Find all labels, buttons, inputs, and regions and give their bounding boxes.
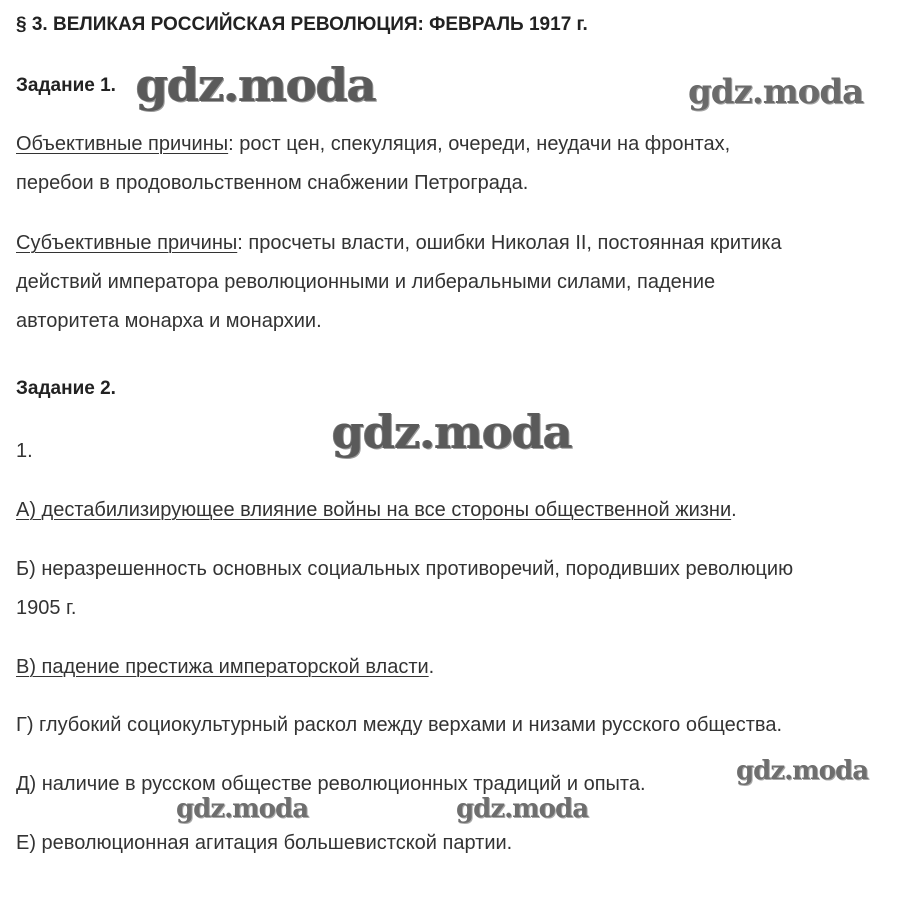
watermark-logo: gdz.moda bbox=[456, 794, 589, 824]
task-2-heading: Задание 2. bbox=[16, 378, 116, 399]
subjective-causes-line-1 bbox=[16, 224, 782, 263]
watermark-logo: gdz.moda bbox=[688, 72, 864, 112]
subjective-causes-line-3: авторитета монарха и монархии. bbox=[16, 310, 322, 332]
watermark-logo: gdz.moda bbox=[736, 756, 869, 786]
item-d: Д) наличие в русском обществе революционных традиций и опыта. bbox=[16, 773, 646, 795]
watermark-logo: gdz.moda bbox=[136, 58, 376, 112]
objective-causes-line-2: перебои в продовольственном снабжении Петрограда. bbox=[16, 172, 529, 194]
item-g: Г) глубокий социокультурный раскол между верхами и низами русского общества. bbox=[16, 714, 782, 736]
subjective-causes-label: Субъективные причины bbox=[16, 232, 238, 254]
subjective-causes-text-1: : просчеты власти, ошибки Николая II, постоянная критика bbox=[237, 232, 782, 254]
item-b-line-2: 1905 г. bbox=[16, 597, 77, 619]
item-v-tail: . bbox=[428, 656, 435, 678]
task-1-heading: Задание 1. bbox=[16, 75, 116, 96]
item-a bbox=[16, 491, 737, 530]
watermark-logo: gdz.moda bbox=[176, 794, 309, 824]
item-e: Е) революционная агитация большевистской партии. bbox=[16, 832, 513, 854]
item-a-tail: . bbox=[731, 499, 737, 521]
watermark-logo: gdz.moda bbox=[332, 405, 572, 459]
objective-causes-line-1 bbox=[16, 125, 730, 164]
task-2-number: 1. bbox=[16, 440, 33, 462]
item-v-text: В) падение престижа императорской власти bbox=[16, 656, 429, 678]
item-b-line-1: Б) неразрешенность основных социальных противоречий, породивших революцию bbox=[16, 558, 794, 580]
objective-causes-text-1: : рост цен, спекуляция, очереди, неудачи на фронтах, bbox=[228, 133, 731, 155]
item-a-text: А) дестабилизирующее влияние войны на все стороны общественной жизни bbox=[16, 499, 732, 521]
item-v bbox=[16, 648, 434, 687]
subjective-causes-line-2: действий императора революционными и либеральными силами, падение bbox=[16, 271, 716, 293]
objective-causes-label: Объективные причины bbox=[16, 133, 229, 155]
page-title: § 3. ВЕЛИКАЯ РОССИЙСКАЯ РЕВОЛЮЦИЯ: ФЕВРАЛЬ 1917 г. bbox=[16, 14, 588, 35]
